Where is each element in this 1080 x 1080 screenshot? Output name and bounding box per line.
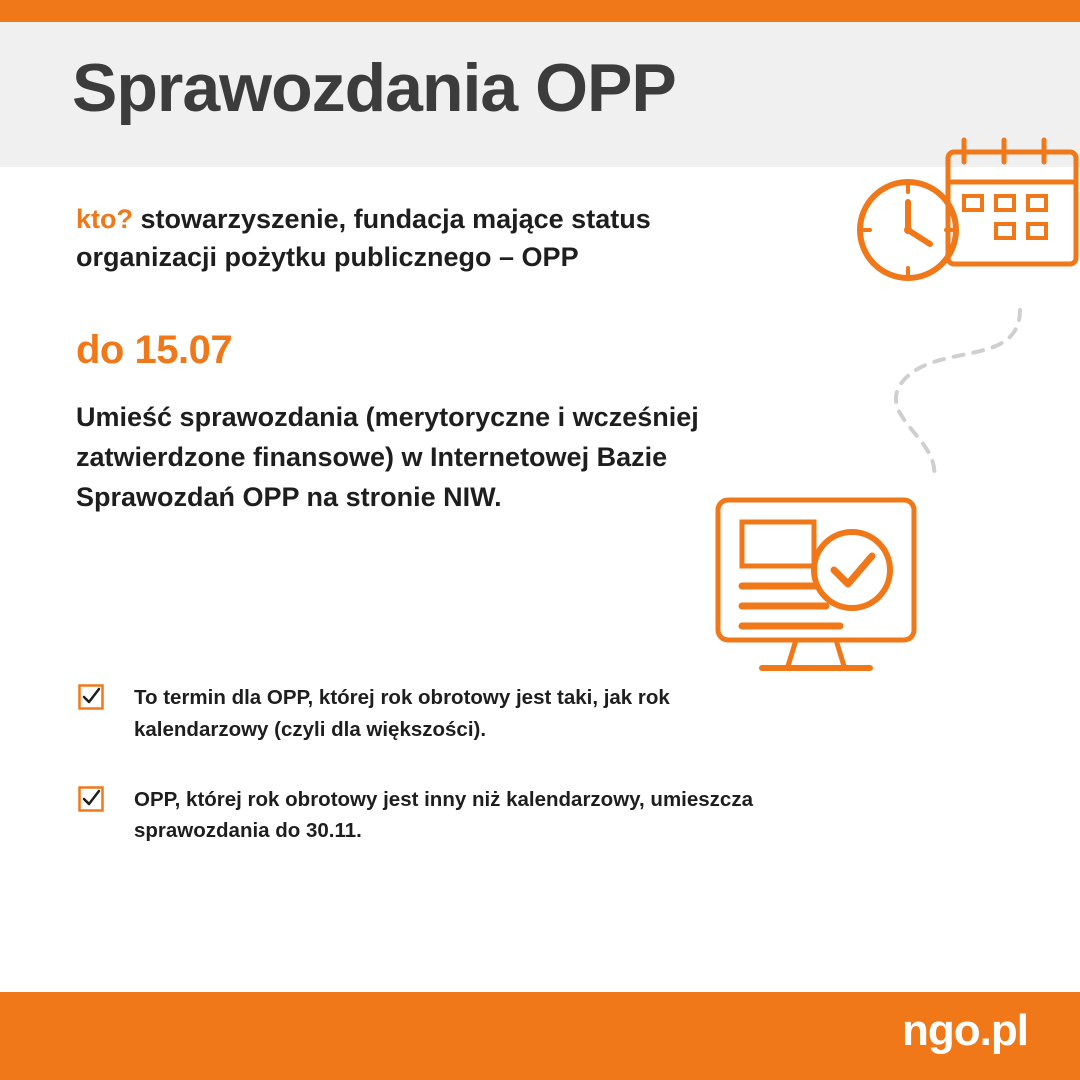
description-text: Umieść sprawozdania (merytoryczne i wcześniej zatwierdzone finansowe) w Internetowej Bazie Sprawozdań OPP na stronie NIW. (76, 402, 699, 512)
who-label: kto? (76, 204, 133, 234)
top-accent-bar (0, 0, 1080, 22)
page-title: Sprawozdania OPP (72, 50, 676, 126)
list-item-label: To termin dla OPP, której rok obrotowy jest taki, jak rok kalendarzowy (czyli dla większości). (134, 686, 670, 741)
checklist (78, 682, 758, 885)
list-item (78, 682, 758, 746)
list-item (78, 784, 758, 848)
list-item-label: OPP, której rok obrotowy jest inny niż kalendarzowy, umieszcza sprawozdania do 30.11. (134, 787, 753, 843)
footer-bar (0, 992, 1080, 1080)
logo: ngo.pl (902, 1006, 1028, 1055)
monitor-check-icon (700, 470, 950, 690)
checkbox-checked-icon (78, 786, 104, 812)
who-line (76, 200, 736, 277)
checkbox-checked-icon (78, 684, 104, 710)
deadline-date: do 15.07 (76, 328, 233, 372)
who-text: stowarzyszenie, fundacja mające status organizacji pożytku publicznego – OPP (76, 204, 651, 273)
